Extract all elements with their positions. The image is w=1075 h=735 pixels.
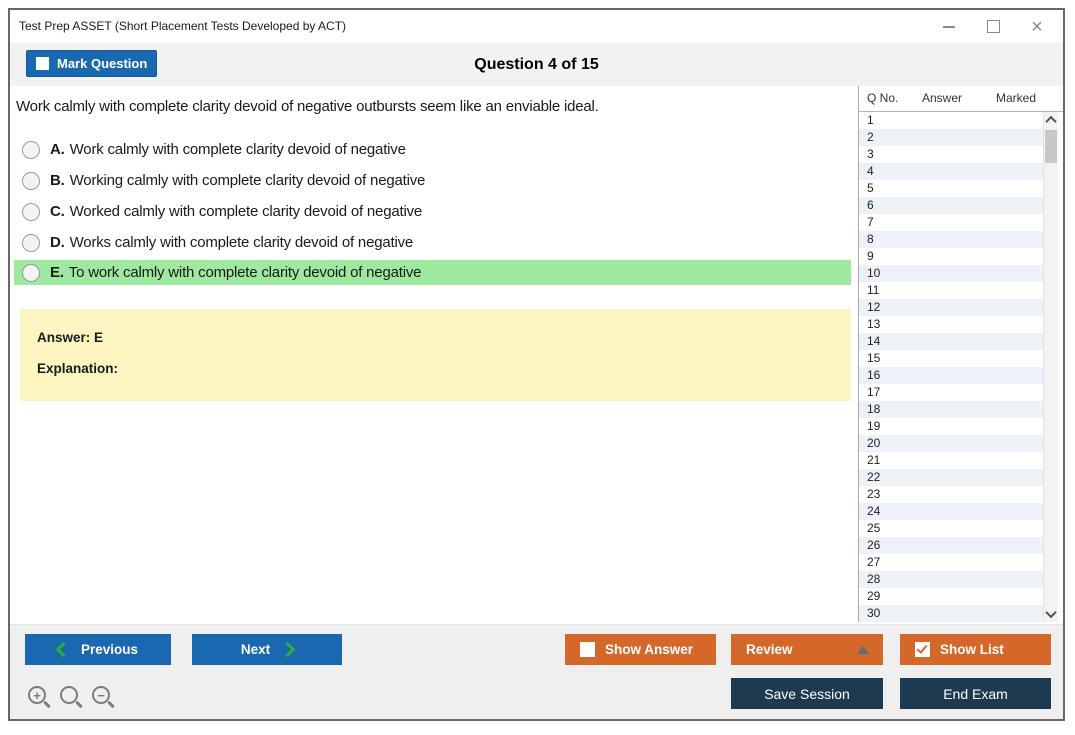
app-window [8,8,1065,721]
list-row[interactable]: 19 [859,418,1043,435]
previous-button[interactable] [25,634,171,665]
minimize-button[interactable] [932,10,966,43]
list-row[interactable]: 10 [859,265,1043,282]
title-bar [10,10,1063,43]
list-row[interactable]: 21 [859,452,1043,469]
mark-question-checkbox[interactable] [36,57,49,70]
answer-option[interactable] [14,230,851,255]
close-button[interactable] [1020,10,1054,43]
window-title: Test Prep ASSET (Short Placement Tests Developed by ACT) [19,19,347,33]
list-row[interactable]: 7 [859,214,1043,231]
question-counter: Question 4 of 15 [474,56,599,73]
review-label: Review [746,642,793,657]
zoom-out-icon[interactable]: − [92,686,110,704]
radio-button[interactable] [22,172,40,190]
zoom-icon[interactable] [60,686,78,704]
list-row[interactable]: 23 [859,486,1043,503]
save-session-label: Save Session [764,685,850,702]
previous-label: Previous [80,642,139,657]
list-row[interactable]: 1 [859,112,1043,129]
show-answer-label: Show Answer [605,642,694,657]
radio-button[interactable] [22,203,40,221]
zoom-in-icon[interactable]: + [28,686,46,704]
answer-option[interactable] [14,168,851,193]
review-button[interactable] [731,634,883,665]
option-letter: D. [50,234,65,251]
show-answer-button[interactable] [565,634,716,665]
next-button[interactable] [192,634,342,665]
end-exam-label: End Exam [943,685,1008,702]
triangle-up-icon [857,646,869,654]
scrollbar-thumb[interactable] [1045,130,1057,163]
answer-option[interactable] [14,199,851,224]
chevron-left-icon [56,642,72,658]
column-answer: Answer [922,91,963,105]
close-icon: × [1031,15,1043,38]
next-label: Next [240,642,271,657]
question-text: Work calmly with complete clarity devoid of negative outbursts seem like an enviable ideal. [16,98,599,115]
question-list-panel [858,86,1063,622]
maximize-icon [987,20,1000,33]
option-text: Work calmly with complete clarity devoid of negative [69,141,406,158]
answer-option[interactable] [14,260,851,285]
list-row[interactable]: 30 [859,605,1043,622]
list-row[interactable]: 27 [859,554,1043,571]
end-exam-button[interactable] [900,678,1051,709]
list-row[interactable]: 25 [859,520,1043,537]
answer-box [20,309,851,401]
show-list-button[interactable] [900,634,1051,665]
radio-button[interactable] [22,264,40,282]
list-row[interactable]: 6 [859,197,1043,214]
list-row[interactable]: 28 [859,571,1043,588]
list-row[interactable]: 11 [859,282,1043,299]
chevron-down-icon [1045,607,1056,618]
option-letter: C. [50,203,65,220]
radio-button[interactable] [22,234,40,252]
show-list-checkbox[interactable] [915,642,930,657]
scroll-up-button[interactable] [1044,112,1058,128]
option-text: Works calmly with complete clarity devoid of negative [69,234,414,251]
minimize-icon [943,26,955,28]
question-list-header [859,86,1063,112]
mark-question-label: Mark Question [57,56,148,71]
option-letter: E. [50,264,64,281]
scroll-down-button[interactable] [1044,606,1058,622]
list-row[interactable]: 9 [859,248,1043,265]
header-bar [10,43,1063,86]
list-row[interactable]: 18 [859,401,1043,418]
show-answer-checkbox[interactable] [580,642,595,657]
list-scrollbar[interactable] [1043,112,1058,622]
column-marked: Marked [996,91,1037,105]
zoom-controls [28,686,110,704]
list-row[interactable]: 8 [859,231,1043,248]
option-letter: A. [50,141,65,158]
list-row[interactable]: 12 [859,299,1043,316]
list-row[interactable]: 5 [859,180,1043,197]
footer [10,624,1063,719]
list-row[interactable]: 26 [859,537,1043,554]
list-row[interactable]: 20 [859,435,1043,452]
answer-label: Answer: E [37,330,104,345]
option-text: Working calmly with complete clarity devoid of negative [69,172,426,189]
list-row[interactable]: 17 [859,384,1043,401]
list-row[interactable]: 15 [859,350,1043,367]
list-row[interactable]: 2 [859,129,1043,146]
option-text: To work calmly with complete clarity devoid of negative [68,264,422,281]
chevron-right-icon [280,642,296,658]
list-row[interactable]: 24 [859,503,1043,520]
list-row[interactable]: 14 [859,333,1043,350]
answer-option[interactable] [14,137,851,162]
option-text: Worked calmly with complete clarity devoid of negative [69,203,423,220]
chevron-up-icon [1045,116,1056,127]
list-row[interactable]: 22 [859,469,1043,486]
maximize-button[interactable] [976,10,1010,43]
option-letter: B. [50,172,65,189]
list-row[interactable]: 13 [859,316,1043,333]
list-row[interactable]: 29 [859,588,1043,605]
explanation-label: Explanation: [37,361,119,376]
question-list-rows [859,112,1043,622]
save-session-button[interactable] [731,678,883,709]
show-list-label: Show List [940,642,1004,657]
list-row[interactable]: 16 [859,367,1043,384]
list-row[interactable]: 3 [859,146,1043,163]
radio-button[interactable] [22,141,40,159]
mark-question-button[interactable] [26,50,157,77]
list-row[interactable]: 4 [859,163,1043,180]
column-q-no: Q No. [867,91,899,105]
